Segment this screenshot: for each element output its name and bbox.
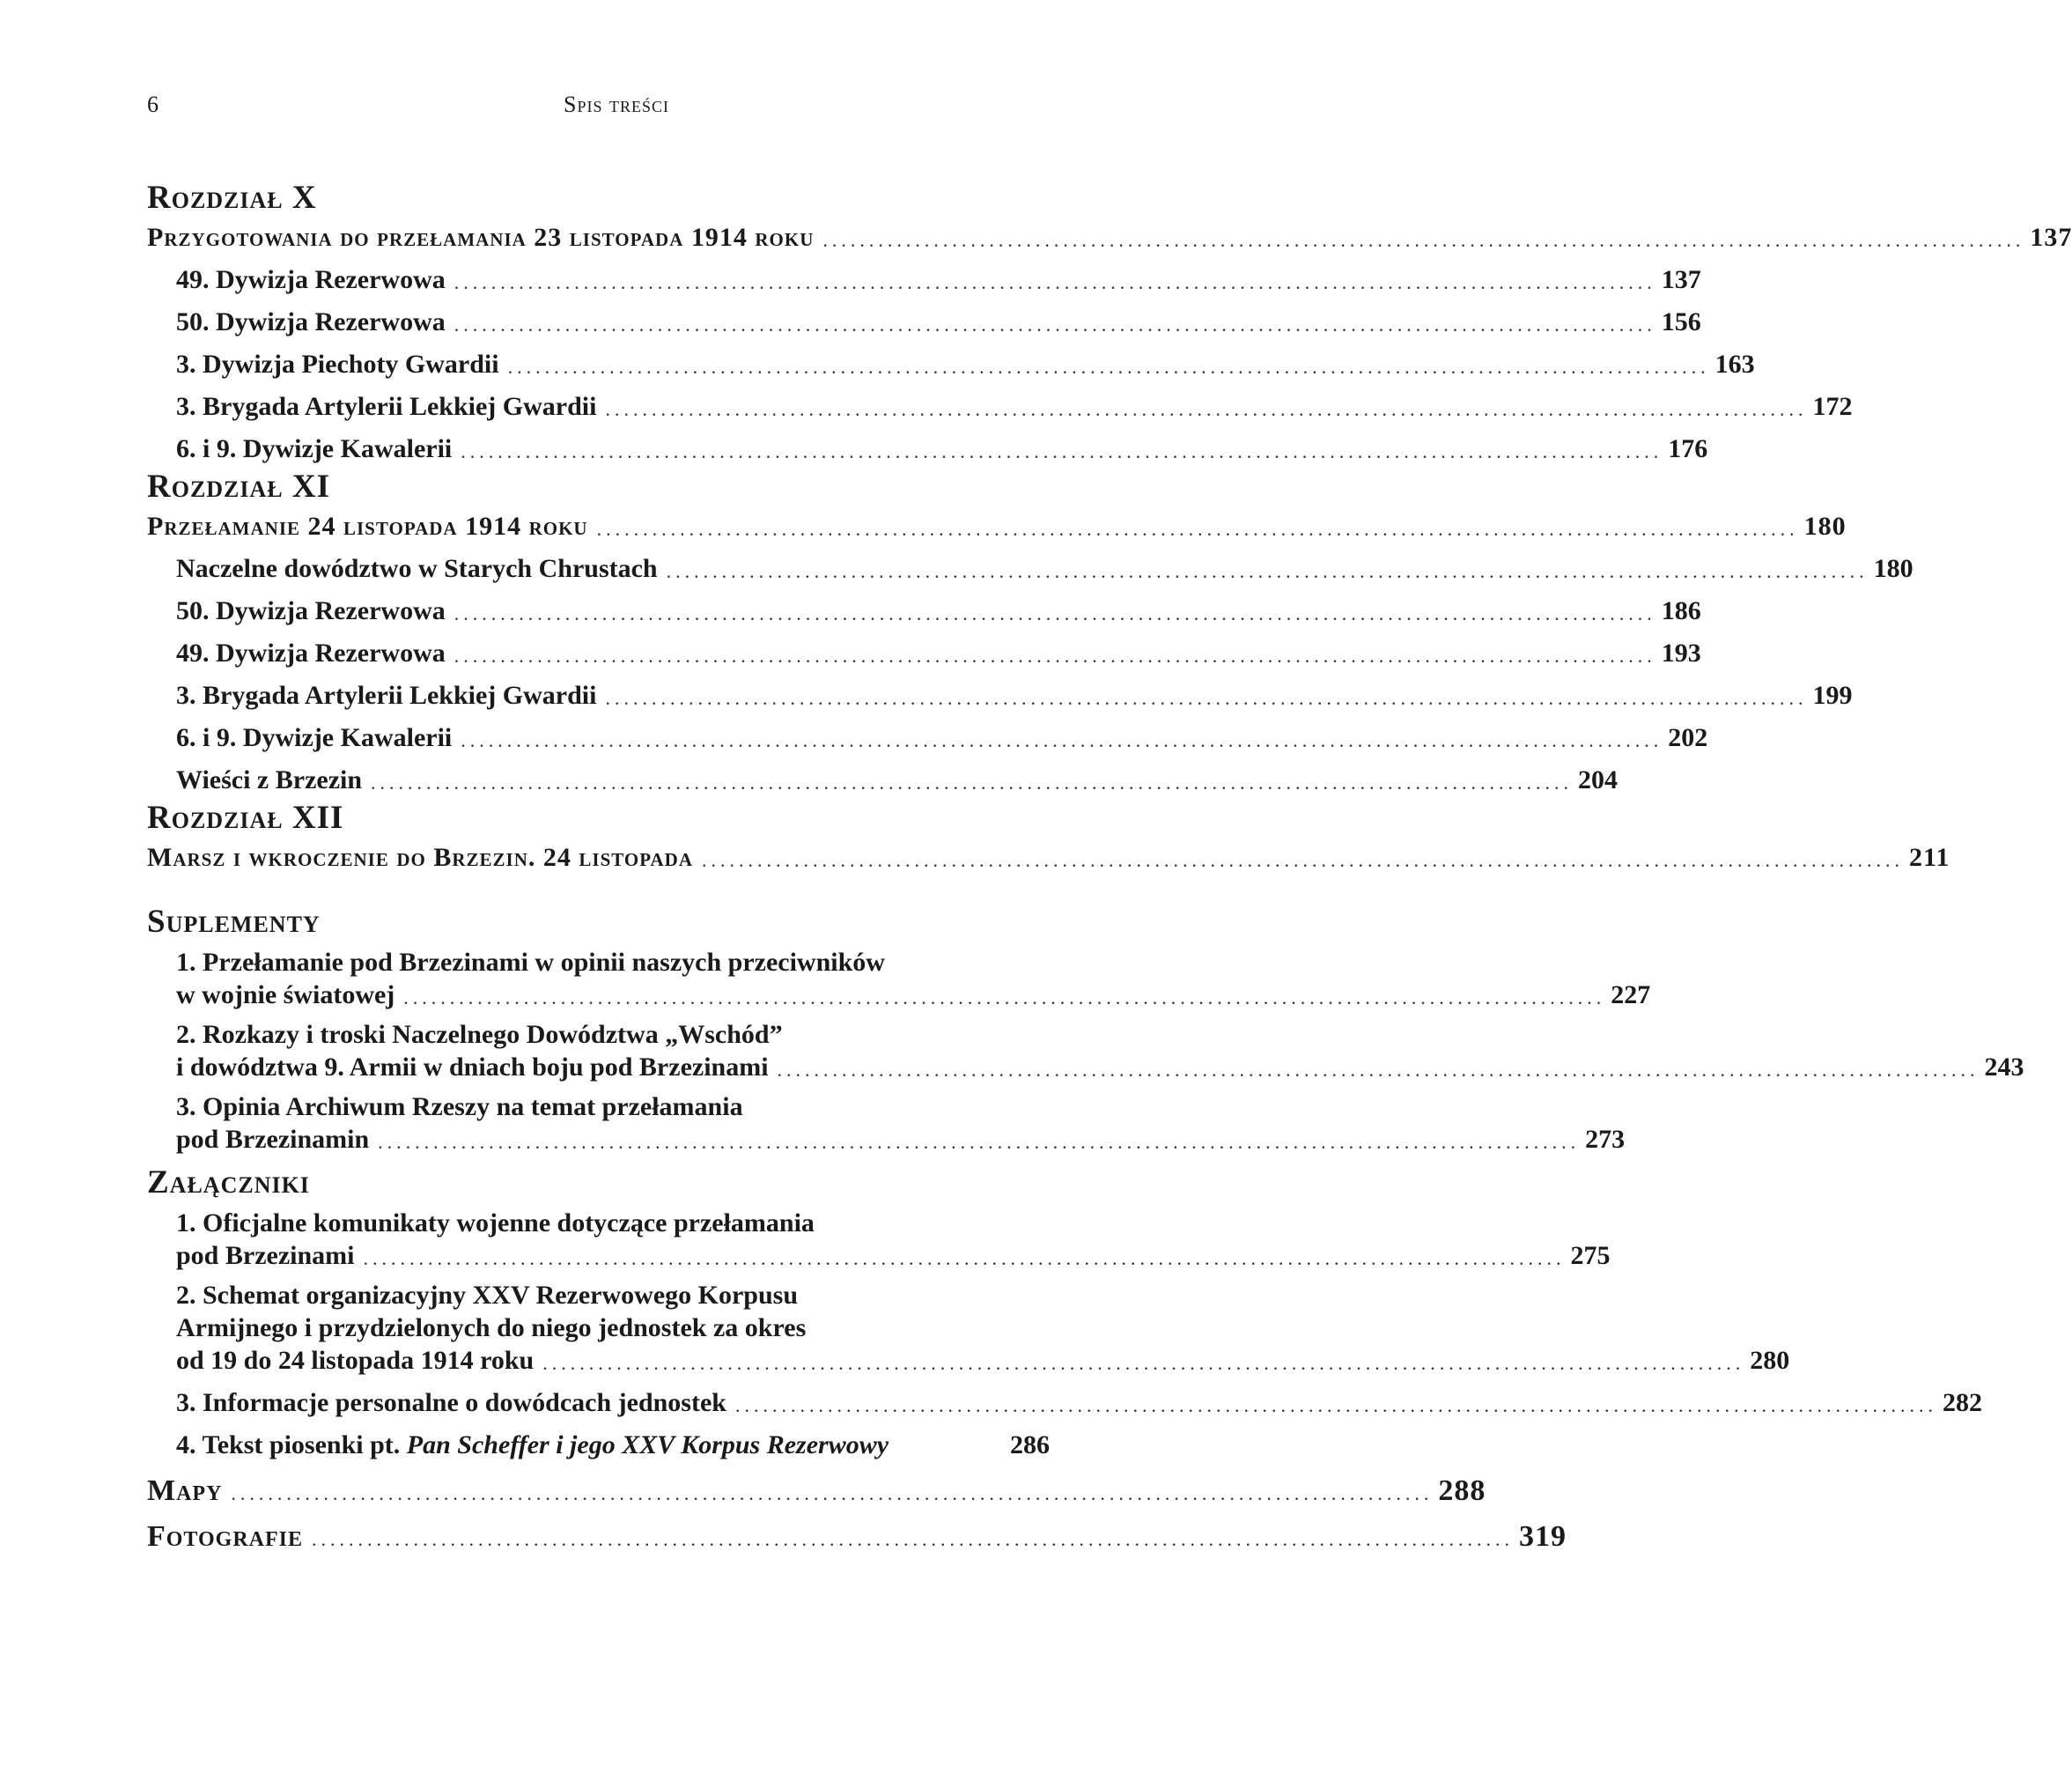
toc-entry[interactable] — [147, 423, 1708, 465]
dot-leader: .................................................................................................................................. — [453, 271, 1656, 293]
toc-entry[interactable] — [147, 296, 1701, 338]
toc-entry-title: od 19 do 24 listopada 1914 roku — [176, 1346, 535, 1375]
toc-entry-title: Przygotowania do przełamania 23 listopada 1914 roku — [147, 223, 815, 252]
toc-entry-page: 172 — [1812, 392, 1853, 421]
dot-leader: .................................................................................................................................. — [605, 687, 1808, 709]
dot-leader: .................................................................................................................................. — [231, 1482, 1434, 1504]
toc-entry-title-prefix: 4. Tekst piosenki pt. — [176, 1430, 407, 1459]
toc-entry-title: pod Brzezinamin — [176, 1125, 370, 1154]
dot-leader: .................................................................................................................................. — [701, 849, 1904, 871]
toc-entry-line: Armijnego i przydzielonych do niego jednostek za okres — [176, 1313, 807, 1342]
toc-entry-title: Fotografie — [147, 1520, 304, 1553]
toc-entry-page: 199 — [1812, 681, 1853, 710]
page-number: 6 — [147, 92, 159, 117]
dot-leader: .................................................................................................................................. — [822, 229, 2025, 251]
toc-entry-title: Mapy — [147, 1474, 223, 1507]
toc-entry-title: 50. Dywizja Rezerwowa — [176, 596, 446, 625]
photos-entry[interactable] — [147, 1507, 1567, 1553]
toc-entry[interactable] — [147, 338, 1755, 380]
toc-entry-page: 211 — [1908, 843, 1950, 872]
toc-entry-page: 163 — [1714, 350, 1755, 379]
dot-leader: .................................................................................................................................. — [403, 986, 1606, 1008]
song-title: Pan Scheffer i jego XXV Korpus Rezerwowy — [406, 1430, 889, 1459]
toc-entry-title: 49. Dywizja Rezerwowa — [176, 639, 446, 668]
attachments-heading: Załączniki — [147, 1164, 310, 1200]
toc-entry-page: 319 — [1519, 1520, 1567, 1553]
toc-entry-page: 288 — [1438, 1474, 1486, 1507]
dot-leader: .................................................................................................................................. — [461, 729, 1663, 751]
toc-entry-title: i dowództwa 9. Armii w dniach boju pod Brzezinami — [176, 1053, 769, 1082]
table-of-contents — [147, 180, 2072, 1553]
toc-entry-title: 3. Informacje personalne o dowódcach jednostek — [176, 1388, 726, 1417]
toc-entry[interactable] — [147, 1090, 1626, 1156]
chapter-11-title-row[interactable] — [147, 504, 1847, 543]
toc-entry-title: 50. Dywizja Rezerwowa — [176, 307, 446, 336]
toc-entry[interactable] — [147, 1018, 2024, 1083]
toc-entry-page: 180 — [1803, 512, 1847, 541]
dot-leader: .................................................................................................................................. — [363, 1247, 1566, 1269]
chapter-11-heading: Rozdział XI — [147, 469, 331, 505]
toc-entry[interactable] — [147, 585, 1701, 627]
dot-leader: .................................................................................................................................. — [371, 772, 1574, 794]
toc-entry-page: 176 — [1668, 434, 1708, 463]
toc-entry[interactable] — [147, 254, 1701, 296]
dot-leader: .................................................................................................................................. — [453, 645, 1656, 667]
dot-leader: .................................................................................................................................. — [596, 518, 1799, 540]
toc-entry-page: 227 — [1611, 980, 1651, 1009]
toc-entry-page: 180 — [1873, 554, 1913, 583]
chapter-12-heading: Rozdział XII — [147, 800, 344, 836]
toc-entry-page: 243 — [1984, 1053, 2024, 1082]
toc-entry-line: 3. Opinia Archiwum Rzeszy na temat przełamania — [176, 1092, 743, 1121]
toc-entry-page: 193 — [1661, 639, 1701, 668]
toc-entry-title: 49. Dywizja Rezerwowa — [176, 265, 446, 294]
toc-entry-line: 1. Przełamanie pod Brzezinami w opinii naszych przeciwników — [176, 948, 885, 977]
chapter-10-title-row[interactable] — [147, 215, 2072, 254]
toc-entry-page: 275 — [1570, 1241, 1611, 1270]
toc-entry-title: Wieści z Brzezin — [176, 765, 363, 794]
toc-entry-page: 137 — [1661, 265, 1701, 294]
toc-entry-title: Przełamanie 24 listopada 1914 roku — [147, 512, 588, 541]
dot-leader: .................................................................................................................................. — [461, 440, 1663, 462]
toc-entry-page: 280 — [1750, 1346, 1790, 1375]
maps-entry[interactable] — [147, 1461, 1486, 1507]
chapter-10-heading: Rozdział X — [147, 180, 317, 216]
toc-entry-page: 156 — [1661, 307, 1701, 336]
running-title: Spis treści — [564, 92, 669, 117]
supplements-heading: Suplementy — [147, 904, 321, 940]
dot-leader: .................................................................................................................................. — [507, 356, 1710, 378]
toc-entry[interactable] — [147, 627, 1701, 669]
toc-entry-title: Marsz i wkroczenie do Brzezin. 24 listopada — [147, 843, 693, 872]
toc-entry[interactable] — [147, 1279, 1790, 1377]
dot-leader: .................................................................................................................................. — [666, 560, 1869, 582]
toc-entry-page: 204 — [1578, 765, 1619, 794]
toc-entry-page: 186 — [1661, 596, 1701, 625]
dot-leader: .................................................................................................................................. — [312, 1528, 1515, 1550]
toc-entry[interactable] — [147, 380, 1853, 423]
toc-entry[interactable] — [147, 543, 1913, 585]
toc-entry-line: 2. Rozkazy i troski Naczelnego Dowództwa „Wschód” — [176, 1020, 783, 1049]
dot-leader: .................................................................................................................................. — [453, 602, 1656, 624]
toc-entry-page: 137 — [2030, 223, 2072, 252]
dot-leader: .................................................................................................................................. — [378, 1131, 1581, 1153]
dot-leader: .................................................................................................................................. — [542, 1352, 1745, 1374]
toc-entry-page: 286 — [1010, 1430, 1050, 1459]
dot-leader: .................................................................................................................................. — [777, 1059, 1980, 1081]
dot-leader: .................................................................................................................................. — [734, 1394, 1937, 1416]
toc-entry-line: 2. Schemat organizacyjny XXV Rezerwowego Korpusu — [176, 1281, 799, 1310]
chapter-12-title-row[interactable] — [147, 835, 1950, 874]
toc-entry-title: 3. Dywizja Piechoty Gwardii — [176, 350, 499, 379]
toc-entry-title: w wojnie światowej — [176, 980, 395, 1009]
toc-entry[interactable] — [147, 946, 1651, 1011]
dot-leader: .................................................................................................................................. — [453, 314, 1656, 336]
toc-entry-title: 6. i 9. Dywizje Kawalerii — [176, 723, 453, 752]
toc-entry[interactable] — [147, 1377, 1982, 1419]
toc-entry-page: 282 — [1942, 1388, 1982, 1417]
toc-entry[interactable] — [147, 669, 1853, 712]
toc-entry[interactable] — [147, 1207, 1611, 1272]
toc-entry[interactable] — [147, 1419, 1050, 1461]
toc-entry-title: pod Brzezinami — [176, 1241, 355, 1270]
toc-entry-title: Naczelne dowództwo w Starych Chrustach — [176, 554, 658, 583]
toc-entry-title: 6. i 9. Dywizje Kawalerii — [176, 434, 453, 463]
toc-entry-title — [176, 1429, 889, 1461]
toc-entry-title: 3. Brygada Artylerii Lekkiej Gwardii — [176, 392, 597, 421]
dot-leader: .................................................................................................................................. — [605, 398, 1808, 420]
toc-entry[interactable] — [147, 712, 1708, 754]
toc-entry-title: 3. Brygada Artylerii Lekkiej Gwardii — [176, 681, 597, 710]
toc-entry[interactable] — [147, 754, 1619, 796]
toc-entry-page: 202 — [1668, 723, 1708, 752]
toc-entry-line: 1. Oficjalne komunikaty wojenne dotyczące przełamania — [176, 1208, 815, 1237]
toc-entry-page: 273 — [1585, 1125, 1626, 1154]
